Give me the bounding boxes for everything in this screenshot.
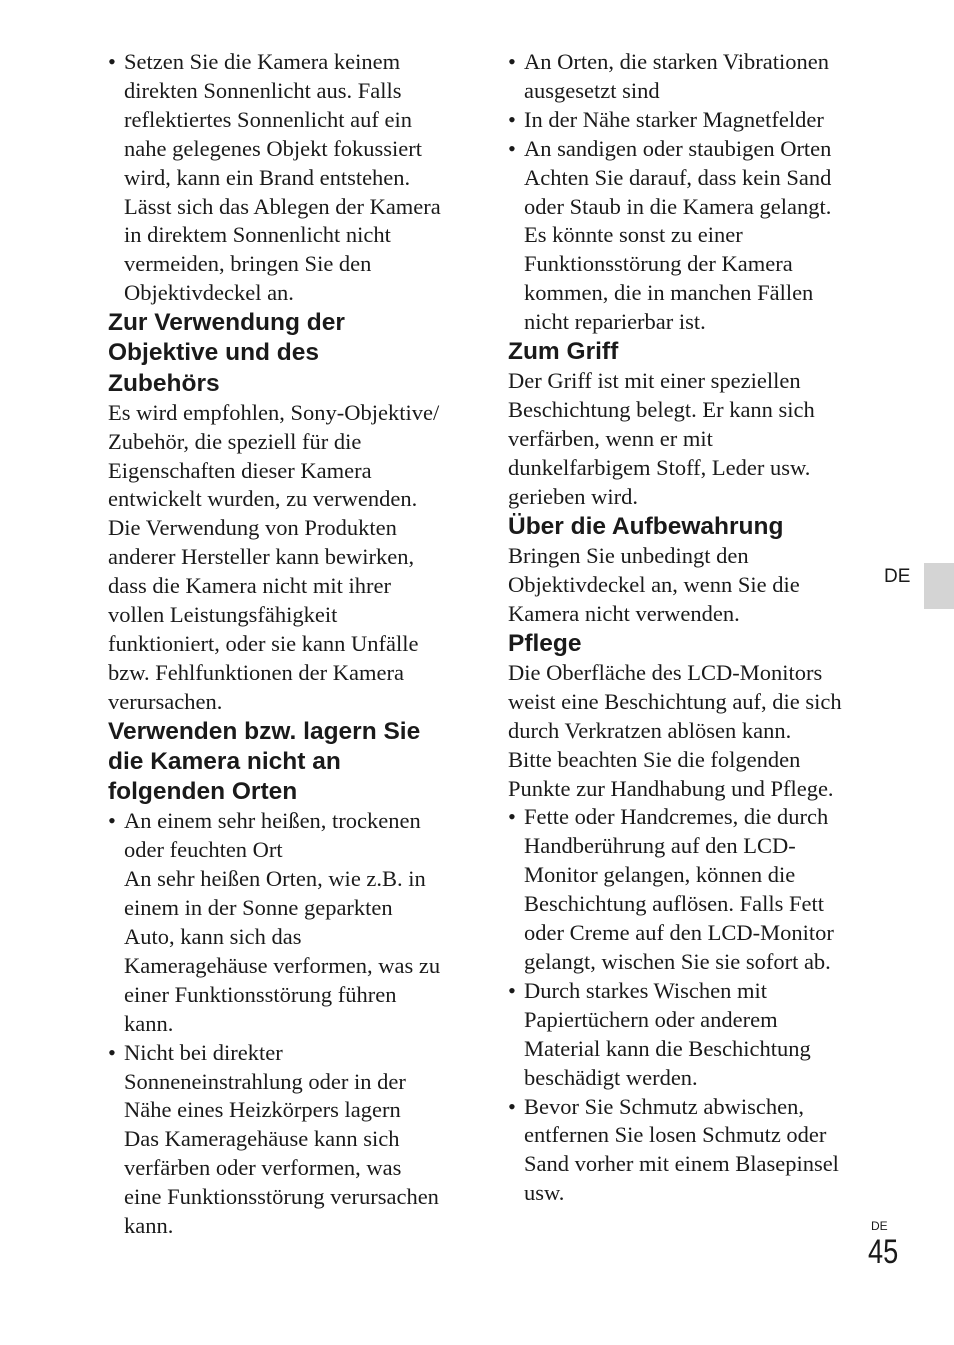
language-tab-label: DE [884,566,911,587]
section-body-aufbewahrung: Bringen Sie unbedingt den Objektivdeckel an, wenn Sie die Kamera nicht verwenden. [508,543,800,626]
pflege-bullet-list [508,803,864,1208]
list-item: • Durch starkes Wischen mit Papiertüchern oder anderem Material kann die Beschichtung beschädigt werden. [508,977,864,1093]
page-number: 45 [868,1233,899,1271]
orte-bullet-list [108,807,468,1241]
right-column [508,48,864,1208]
list-item: • Nicht bei direkter Sonneneinstrahlung oder in der Nähe eines Heizkörpers lagern Das Kameragehäuse kann sich verfärben oder verformen, was eine Funktionsstörung verursachen kann. [108,1039,468,1241]
intro-bullet-list [108,48,468,308]
section-heading-orte: Verwenden bzw. lagern Sie die Kamera nicht an folgenden Orten [108,717,421,806]
list-item: • An sandigen oder staubigen Orten Achten Sie darauf, dass kein Sand oder Staub in die Kamera gelangt. Es könnte sonst zu einer Funktionsstörung der Kamera kommen, die in manchen Fällen nicht reparierbar ist. [508,135,864,337]
section-heading-aufbewahrung: Über die Aufbewahrung [508,512,784,540]
list-item: • Fette oder Handcremes, die durch Handberührung auf den LCD- Monitor gelangen, können die Beschichtung auflösen. Falls Fett oder Creme auf den LCD-Monitor gelangt, wischen Sie sie sofort ab. [508,803,864,976]
section-heading-objektive: Zur Verwendung der Objektive und des Zubehörs [108,309,345,397]
section-body-pflege: Die Oberfläche des LCD-Monitors weist eine Beschichtung auf, die sich durch Verkratzen ablösen kann. Bitte beachten Sie die folgenden Punkte zur Handhabung und Pflege. [508,659,842,801]
section-body-objektive: Es wird empfohlen, Sony-Objektive/ Zubehör, die speziell für die Eigenschaften dieser Kamera entwickelt wurden, zu verwenden. Die Verwendung von Produkten anderer Hersteller kann bewirken, dass die Kamera nicht mit ihrer vollen Leistungsfähigkeit funktioniert, oder sie kann Unfälle bzw. Fehlfunktionen der Kamera verursachen. [108,399,440,714]
left-column [108,48,468,1241]
page-language-code: DE [871,1219,888,1233]
list-item: • An Orten, die starken Vibrationen ausgesetzt sind [508,48,864,106]
section-body-griff: Der Griff ist mit einer speziellen Beschichtung belegt. Er kann sich verfärben, wenn er mit dunkelfarbigem Stoff, Leder usw. gerieben wird. [508,368,815,509]
section-heading-griff: Zum Griff [508,338,619,366]
language-tab-marker [924,563,954,609]
intro-bullet: • Setzen Sie die Kamera keinem direkten Sonnenlicht aus. Falls reflektiertes Sonnenlicht auf ein nahe gelegenes Objekt fokussiert wird, kann ein Brand entstehen. Lässt sich das Ablegen der Kamera in direktem Sonnenlicht nicht vermeiden, bringen Sie den Objektivdeckel an. [108,48,468,308]
list-item: • An einem sehr heißen, trockenen oder feuchten Ort An sehr heißen Orten, wie z.B. in einem in der Sonne geparkten Auto, kann sich das Kameragehäuse verformen, was zu einer Funktionsstörung führen kann. [108,807,468,1038]
list-item: • In der Nähe starker Magnetfelder [508,106,864,135]
orte-bullet-list-continued [508,48,864,337]
section-heading-pflege: Pflege [508,629,582,657]
list-item: • Bevor Sie Schmutz abwischen, entfernen Sie losen Schmutz oder Sand vorher mit einem Blasepinsel usw. [508,1093,864,1209]
